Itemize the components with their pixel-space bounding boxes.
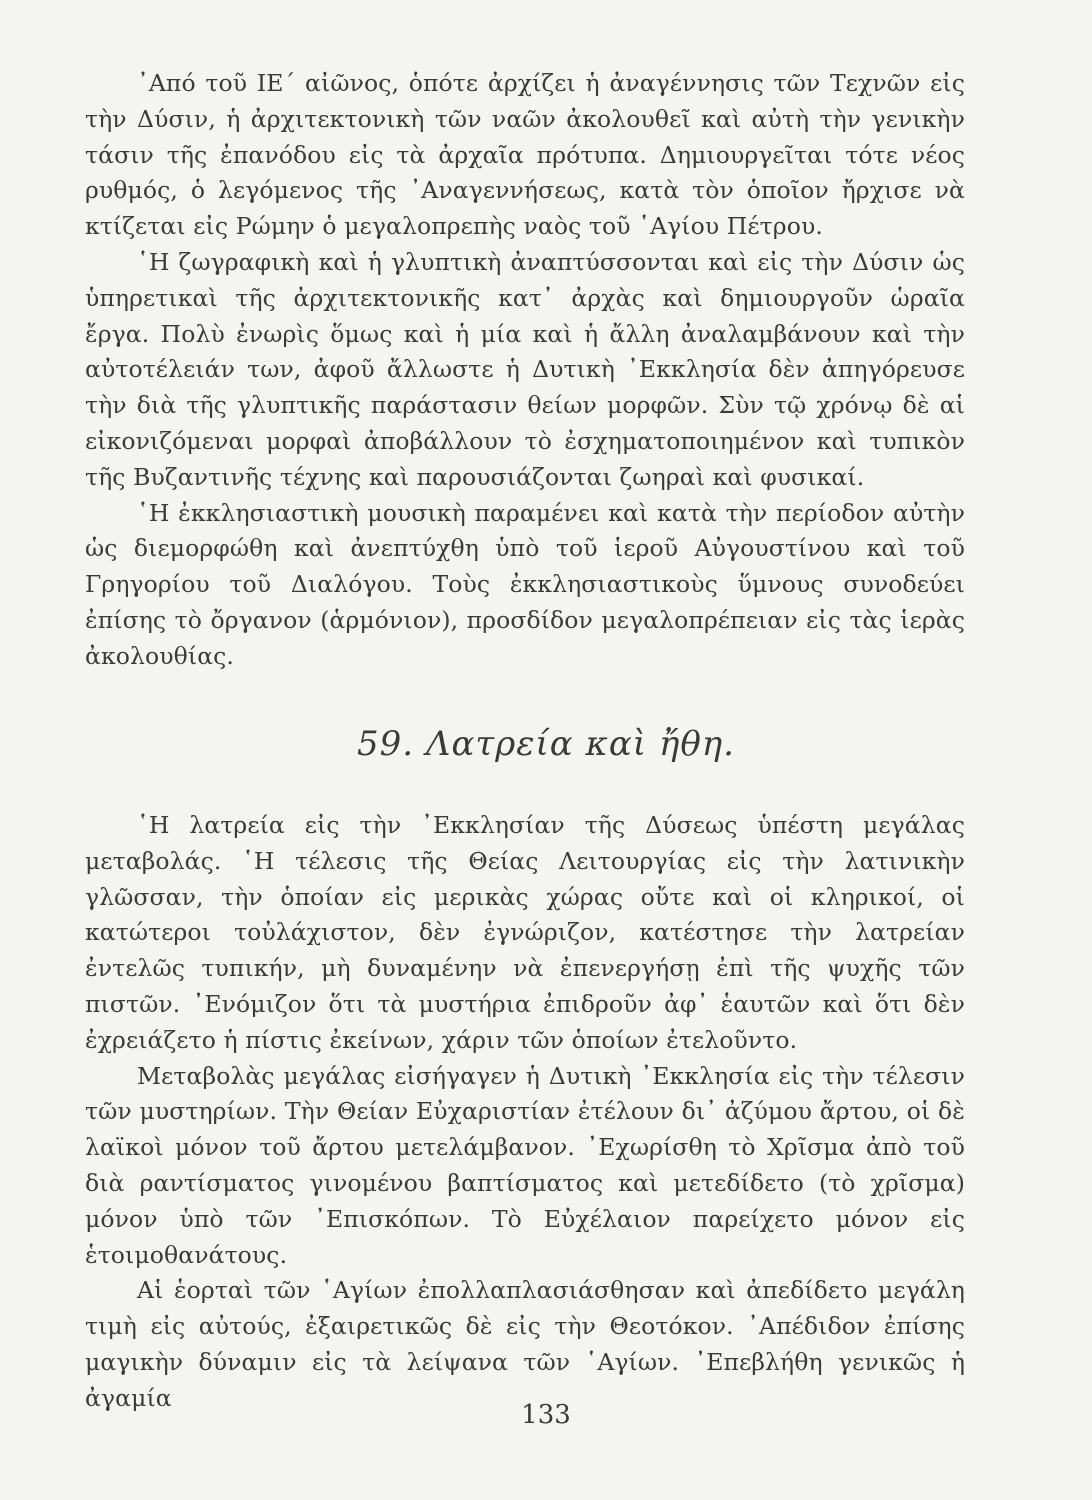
bottom-text-block xyxy=(85,808,965,1417)
section-heading: 59. Λατρεία καὶ ἤθη. xyxy=(357,724,735,764)
paragraph-saints-feasts: Αἱ ἑορταὶ τῶν ῾Αγίων ἐπολλαπλασιάσθησαν καὶ ἀπεδίδετο μεγάλη τιμὴ εἰς αὐτούς, ἐξαιρετικῶς δὲ εἰς τὴν Θεοτόκον. ᾿Απέδιδον ἐπίσης μαγικὴν δύναμιν εἰς τὰ λείψανα τῶν ῾Αγίων. ᾿Επεβλήθη γενικῶς ἡ ἀγαμία xyxy=(85,1276,965,1412)
paragraph-sacraments: Μεταβολὰς μεγάλας εἰσήγαγεν ἡ Δυτικὴ ᾿Εκκλησία εἰς τὴν τέλεσιν τῶν μυστηρίων. Τὴν Θείαν Εὐχαριστίαν ἐτέλουν δι᾿ ἀζύμου ἄρτου, οἱ δὲ λαϊκοὶ μόνον τοῦ ἄρτου μετελάμβανον. ᾿Εχωρίσθη τὸ Χρῖσμα ἀπὸ τοῦ διὰ ραντίσματος γινομένου βαπτίσματος καὶ μετεδίδετο (τὸ χρῖσμα) μόνον ὑπὸ τῶν ᾿Επισκόπων. Τὸ Εὐχέλαιον παρείχετο μόνον εἰς ἑτοιμοθανάτους. xyxy=(85,1061,965,1269)
paragraph-renaissance-architecture: ᾿Από τοῦ ΙΕ΄ αἰῶνος, ὁπότε ἀρχίζει ἡ ἀναγέννησις τῶν Τεχνῶν εἰς τὴν Δύσιν, ἡ ἀρχιτεκτονικὴ τῶν ναῶν ἀκολουθεῖ καὶ αὐτὴ τὴν γενικὴν τάσιν τῆς ἐπανόδου εἰς τὰ ἀρχαῖα πρότυπα. Δημιουργεῖται τότε νέος ρυθμός, ὁ λεγόμενος τῆς ᾿Αναγεννήσεως, κατὰ τὸν ὁποῖον ἤρχισε νὰ κτίζεται εἰς Ρώμην ὁ μεγαλοπρεπὴς ναὸς τοῦ ῾Αγίου Πέτρου. xyxy=(85,69,965,241)
paragraph-painting-sculpture: ῾Η ζωγραφικὴ καὶ ἡ γλυπτικὴ ἀναπτύσσονται καὶ εἰς τὴν Δύσιν ὡς ὑπηρετικαὶ τῆς ἀρχιτεκτονικῆς κατ᾿ ἀρχὰς καὶ δημιουργοῦν ὡραῖα ἔργα. Πολὺ ἐνωρὶς ὅμως καὶ ἡ μία καὶ ἡ ἄλλη ἀναλαμβάνουν καὶ τὴν αὐτοτέλειάν των, ἀφοῦ ἄλλωστε ἡ Δυτικὴ ᾿Εκκλησία δὲν ἀπηγόρευσε τὴν διὰ τῆς γλυπτικῆς παράστασιν θείων μορφῶν. Σὺν τῷ χρόνῳ δὲ αἱ εἰκονιζόμεναι μορφαὶ ἀποβάλλουν τὸ ἐσχηματοποιημένον καὶ τυπικὸν τῆς Βυζαντινῆς τέχνης καὶ παρουσιάζονται ζωηραὶ καὶ φυσικαί. xyxy=(85,247,965,491)
page-number: 133 xyxy=(521,1400,571,1430)
top-text-block xyxy=(85,66,965,675)
paragraph-church-music: ῾Η ἐκκλησιαστικὴ μουσικὴ παραμένει καὶ κατὰ τὴν περίοδον αὐτὴν ὡς διεμορφώθη καὶ ἀνεπτύχθη ὑπὸ τοῦ ἱεροῦ Αὐγουστίνου καὶ τοῦ Γρηγορίου τοῦ Διαλόγου. Τοὺς ἐκκλησιαστικοὺς ὕμνους συνοδεύει ἐπίσης τὸ ὄργανον (ἁρμόνιον), προσδίδον μεγαλοπρέπειαν εἰς τὰς ἱερὰς ἀκολουθίας. xyxy=(85,498,965,670)
paragraph-worship-changes: ῾Η λατρεία εἰς τὴν ᾿Εκκλησίαν τῆς Δύσεως ὑπέστη μεγάλας μεταβολάς. ῾Η τέλεσις τῆς Θείας Λειτουργίας εἰς τὴν λατινικὴν γλῶσσαν, τὴν ὁποίαν εἰς μερικὰς χώρας οὔτε καὶ οἱ κληρικοί, οἱ κατώτεροι τοὐλάχιστον, δὲν ἐγνώριζον, κατέστησε τὴν λατρείαν ἐντελῶς τυπικήν, μὴ δυναμένην νὰ ἐπενεργήσῃ ἐπὶ τῆς ψυχῆς τῶν πιστῶν. ᾿Ενόμιζον ὅτι τὰ μυστήρια ἐπιδροῦν ἀφ᾿ ἑαυτῶν καὶ ὅτι δὲν ἐχρειάζετο ἡ πίστις ἐκείνων, χάριν τῶν ὁποίων ἐτελοῦντο. xyxy=(85,811,965,1054)
